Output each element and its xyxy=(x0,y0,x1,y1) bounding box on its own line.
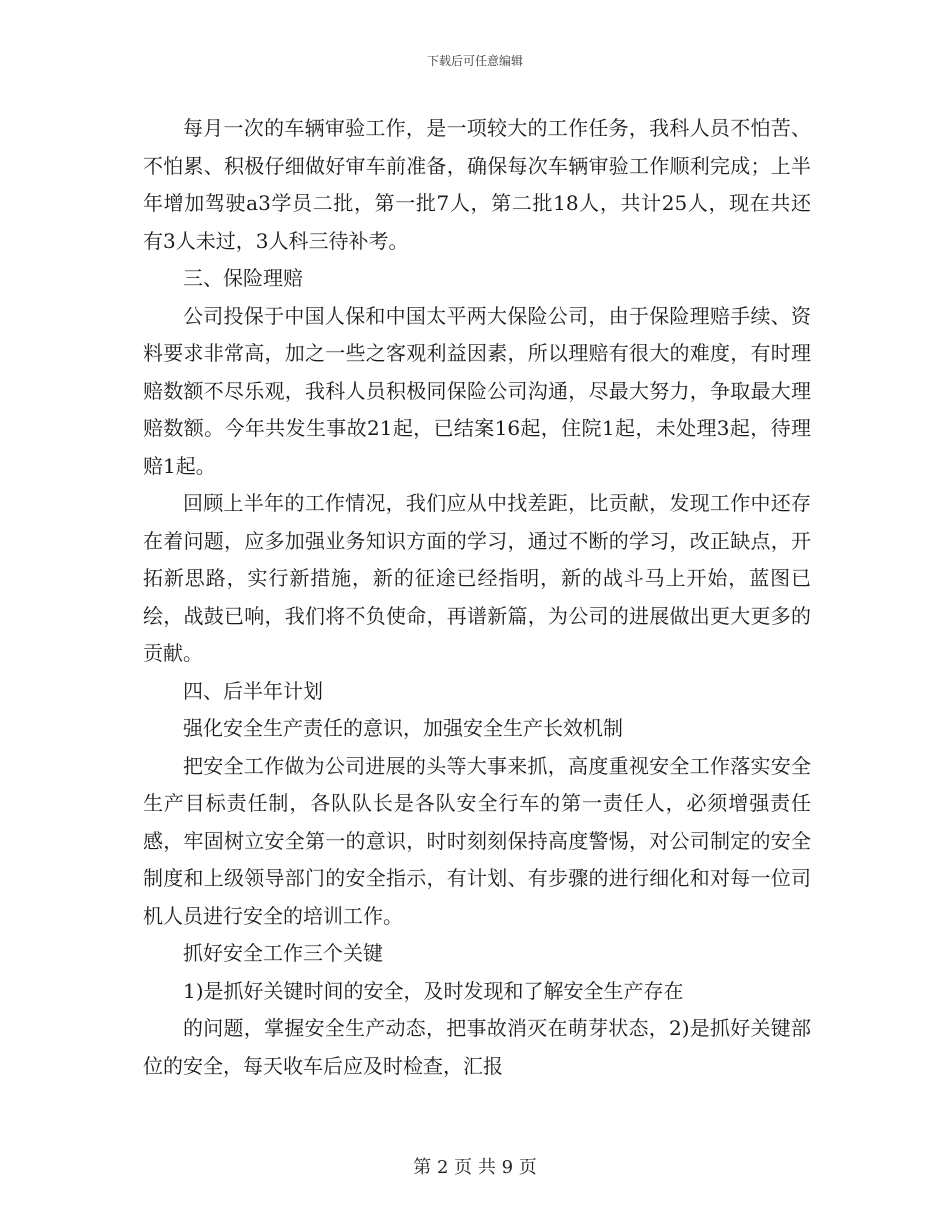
page-header: 下载后可任意编辑 xyxy=(426,54,523,68)
paragraph-key-location: 的问题，掌握安全生产动态，把事故消灭在萌芽状态，2)是抓好关键部位的安全，每天收车后应及时检查，汇报 xyxy=(143,1016,811,1078)
paragraph-insurance-claims: 公司投保于中国人保和中国太平两大保险公司，由于保险理赔手续、资料要求非常高，加之一些之客观利益因素，所以理赔有很大的难度，有时理赔数额不尽乐观，我科人员积极同保险公司沟通，尽最大努力，争取最大理赔数额。今年共发生事故21起，已结案16起，住院1起，未处理3起，待理赔1起。 xyxy=(143,303,811,478)
section-heading-insurance: 三、保险理赔 xyxy=(183,266,303,290)
paragraph-safety-work: 把安全工作做为公司进展的头等大事来抓，高度重视安全工作落实安全生产目标责任制，各队队长是各队安全行车的第一责任人，必须增强责任感，牢固树立安全第一的意识，时时刻刻保持高度警惕，对公司制定的安全制度和上级领导部门的安全指示，有计划、有步骤的进行细化和对每一位司机人员进行安全的培训工作。 xyxy=(143,753,811,928)
subheading-three-keys: 抓好安全工作三个关键 xyxy=(183,941,383,965)
subheading-safety-responsibility: 强化安全生产责任的意识，加强安全生产长效机制 xyxy=(183,716,623,740)
paragraph-key-time: 1)是抓好关键时间的安全，及时发现和了解安全生产存在 xyxy=(183,978,684,1003)
page-number-footer: 第 2 页 共 9 页 xyxy=(413,1157,537,1178)
section-heading-plan: 四、后半年计划 xyxy=(183,678,323,703)
paragraph-review: 回顾上半年的工作情况，我们应从中找差距，比贡献，发现工作中还存在着问题，应多加强业务知识方面的学习，通过不断的学习，改正缺点，开拓新思路，实行新措施，新的征途已经指明，新的战斗马上开始，蓝图已绘，战鼓已响，我们将不负使命，再谱新篇，为公司的进展做出更大更多的贡献。 xyxy=(143,491,811,665)
document-body xyxy=(143,110,811,1085)
paragraph-vehicle-inspection: 每月一次的车辆审验工作，是一项较大的工作任务，我科人员不怕苦、不怕累、积极仔细做好审车前准备，确保每次车辆审验工作顺利完成；上半年增加驾驶a3学员二批，第一批7人，第二批18人，共计25人，现在共还有3人未过，3人科三待补考。 xyxy=(143,116,811,253)
